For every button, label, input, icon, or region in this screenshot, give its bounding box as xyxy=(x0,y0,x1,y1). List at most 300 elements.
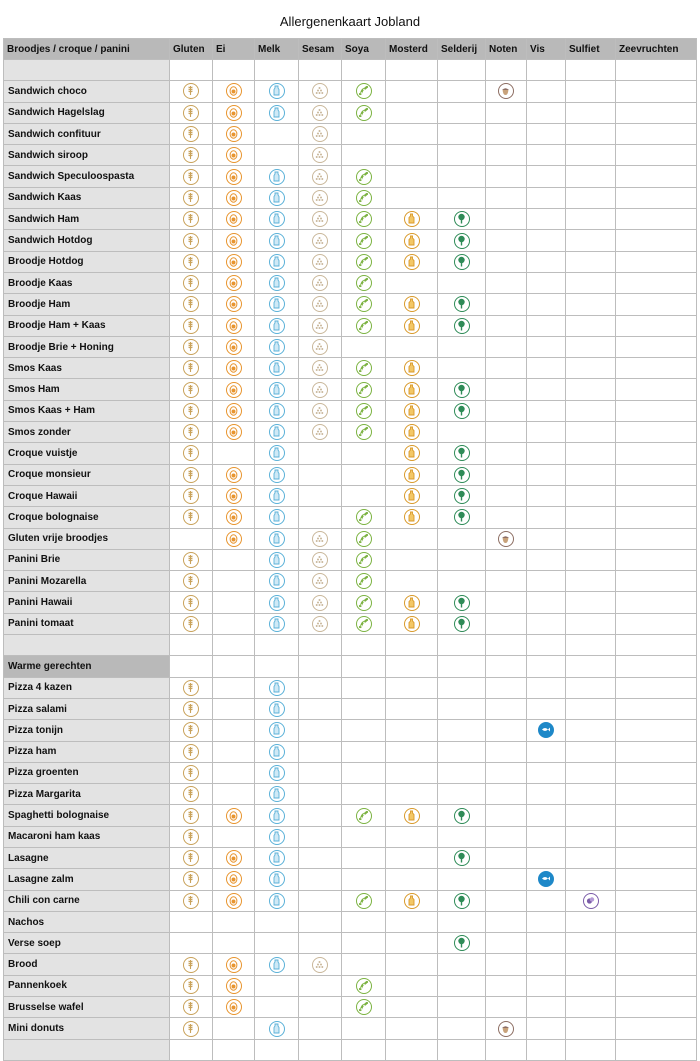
cell-ei xyxy=(213,720,255,741)
cell-mosterd xyxy=(386,123,438,144)
cell-sulfiet xyxy=(566,592,616,613)
cell-gluten xyxy=(170,123,213,144)
dish-name: Pizza ham xyxy=(4,741,170,762)
cell-melk xyxy=(255,933,299,954)
cell-mosterd xyxy=(386,954,438,975)
cell-gluten xyxy=(170,571,213,592)
cell-sulfiet xyxy=(566,336,616,357)
soy-bean-icon xyxy=(356,318,372,334)
cell-selderij xyxy=(438,166,486,187)
soy-bean-icon xyxy=(356,999,372,1015)
milk-bottle-icon xyxy=(269,595,285,611)
cell-gluten xyxy=(170,60,213,81)
milk-bottle-icon xyxy=(269,233,285,249)
milk-bottle-icon xyxy=(269,680,285,696)
cell-vis xyxy=(527,549,566,570)
cell-zeevruchten xyxy=(616,762,697,783)
cell-soya xyxy=(342,720,386,741)
cell-sulfiet xyxy=(566,187,616,208)
table-row xyxy=(4,336,697,357)
cell-noten xyxy=(486,336,527,357)
dish-name: Smos Kaas xyxy=(4,358,170,379)
wheat-icon xyxy=(183,509,199,525)
cell-gluten xyxy=(170,911,213,932)
mustard-icon xyxy=(404,893,420,909)
cell-mosterd xyxy=(386,230,438,251)
wheat-icon xyxy=(183,765,199,781)
milk-bottle-icon xyxy=(269,552,285,568)
cell-selderij xyxy=(438,1018,486,1039)
cell-noten xyxy=(486,187,527,208)
cell-mosterd xyxy=(386,422,438,443)
cell-mosterd xyxy=(386,145,438,166)
dish-name: Pizza Margarita xyxy=(4,784,170,805)
cell-selderij xyxy=(438,230,486,251)
dish-name: Smos Kaas + Ham xyxy=(4,400,170,421)
cell-melk xyxy=(255,187,299,208)
cell-melk xyxy=(255,869,299,890)
cell-zeevruchten xyxy=(616,890,697,911)
egg-icon xyxy=(226,83,242,99)
cell-melk xyxy=(255,336,299,357)
cell-soya xyxy=(342,379,386,400)
cell-melk xyxy=(255,635,299,656)
wheat-icon xyxy=(183,211,199,227)
cell-sesam xyxy=(299,60,342,81)
cell-ei xyxy=(213,677,255,698)
cell-sulfiet xyxy=(566,805,616,826)
cell-ei xyxy=(213,528,255,549)
cell-mosterd xyxy=(386,975,438,996)
celery-icon xyxy=(454,808,470,824)
column-header-selderij: Selderij xyxy=(438,39,486,60)
column-header-gluten: Gluten xyxy=(170,39,213,60)
egg-icon xyxy=(226,318,242,334)
cell-vis xyxy=(527,209,566,230)
cell-gluten xyxy=(170,528,213,549)
cell-selderij xyxy=(438,741,486,762)
cell-soya xyxy=(342,422,386,443)
cell-noten xyxy=(486,975,527,996)
cell-noten xyxy=(486,81,527,102)
cell-gluten xyxy=(170,358,213,379)
soy-bean-icon xyxy=(356,296,372,312)
cell-mosterd xyxy=(386,336,438,357)
cell-vis xyxy=(527,123,566,144)
cell-melk xyxy=(255,890,299,911)
celery-icon xyxy=(454,935,470,951)
dish-name: Panini tomaat xyxy=(4,613,170,634)
egg-icon xyxy=(226,360,242,376)
cell-selderij xyxy=(438,975,486,996)
milk-bottle-icon xyxy=(269,722,285,738)
blank-row xyxy=(4,60,697,81)
cell-mosterd xyxy=(386,485,438,506)
milk-bottle-icon xyxy=(269,254,285,270)
cell-soya xyxy=(342,145,386,166)
dish-name: Verse soep xyxy=(4,933,170,954)
wheat-icon xyxy=(183,1021,199,1037)
cell-selderij xyxy=(438,358,486,379)
cell-soya xyxy=(342,464,386,485)
cell-melk xyxy=(255,81,299,102)
cell-ei xyxy=(213,890,255,911)
cell-sulfiet xyxy=(566,507,616,528)
cell-mosterd xyxy=(386,528,438,549)
milk-bottle-icon xyxy=(269,808,285,824)
soy-bean-icon xyxy=(356,233,372,249)
cell-gluten xyxy=(170,166,213,187)
dish-name: Lasagne zalm xyxy=(4,869,170,890)
cell-noten xyxy=(486,230,527,251)
cell-sulfiet xyxy=(566,954,616,975)
column-header-sesam: Sesam xyxy=(299,39,342,60)
sesame-icon xyxy=(312,382,328,398)
table-row xyxy=(4,741,697,762)
egg-icon xyxy=(226,509,242,525)
cell-vis xyxy=(527,145,566,166)
cell-ei xyxy=(213,102,255,123)
dish-name: Sandwich siroop xyxy=(4,145,170,166)
celery-icon xyxy=(454,445,470,461)
milk-bottle-icon xyxy=(269,275,285,291)
cell-mosterd xyxy=(386,847,438,868)
table-row xyxy=(4,805,697,826)
cell-zeevruchten xyxy=(616,187,697,208)
cell-gluten xyxy=(170,847,213,868)
cell-sesam xyxy=(299,677,342,698)
wheat-icon xyxy=(183,169,199,185)
dish-name: Sandwich Ham xyxy=(4,209,170,230)
cell-noten xyxy=(486,933,527,954)
cell-vis xyxy=(527,507,566,528)
soy-bean-icon xyxy=(356,573,372,589)
cell-noten xyxy=(486,102,527,123)
cell-zeevruchten xyxy=(616,209,697,230)
cell-melk xyxy=(255,60,299,81)
cell-melk xyxy=(255,485,299,506)
celery-icon xyxy=(454,318,470,334)
cell-sesam xyxy=(299,911,342,932)
cell-zeevruchten xyxy=(616,613,697,634)
cell-soya xyxy=(342,1018,386,1039)
cell-mosterd xyxy=(386,741,438,762)
table-row xyxy=(4,954,697,975)
cell-soya xyxy=(342,890,386,911)
cell-selderij xyxy=(438,677,486,698)
cell-mosterd xyxy=(386,890,438,911)
mustard-icon xyxy=(404,233,420,249)
milk-bottle-icon xyxy=(269,701,285,717)
cell-vis xyxy=(527,677,566,698)
cell-melk xyxy=(255,656,299,677)
cell-melk xyxy=(255,549,299,570)
dish-name: Croque vuistje xyxy=(4,443,170,464)
cell-sesam xyxy=(299,336,342,357)
milk-bottle-icon xyxy=(269,169,285,185)
egg-icon xyxy=(226,147,242,163)
cell-selderij xyxy=(438,613,486,634)
cell-selderij xyxy=(438,400,486,421)
cell-gluten xyxy=(170,187,213,208)
cell-mosterd xyxy=(386,272,438,293)
cell-zeevruchten xyxy=(616,315,697,336)
cell-soya xyxy=(342,166,386,187)
dish-name: Nachos xyxy=(4,911,170,932)
mustard-icon xyxy=(404,424,420,440)
cell-ei xyxy=(213,251,255,272)
cell-mosterd xyxy=(386,997,438,1018)
cell-vis xyxy=(527,592,566,613)
cell-zeevruchten xyxy=(616,1018,697,1039)
cell-vis xyxy=(527,911,566,932)
celery-icon xyxy=(454,296,470,312)
cell-mosterd xyxy=(386,869,438,890)
wheat-icon xyxy=(183,978,199,994)
blank-cell xyxy=(4,60,170,81)
cell-selderij xyxy=(438,294,486,315)
cell-zeevruchten xyxy=(616,975,697,996)
cell-vis xyxy=(527,784,566,805)
cell-ei xyxy=(213,166,255,187)
wheat-icon xyxy=(183,850,199,866)
wheat-icon xyxy=(183,190,199,206)
cell-vis xyxy=(527,166,566,187)
cell-sesam xyxy=(299,656,342,677)
blank-cell xyxy=(4,1039,170,1060)
cell-sulfiet xyxy=(566,933,616,954)
cell-vis xyxy=(527,847,566,868)
sesame-icon xyxy=(312,339,328,355)
cell-sesam xyxy=(299,1039,342,1060)
cell-vis xyxy=(527,400,566,421)
cell-sesam xyxy=(299,528,342,549)
cell-noten xyxy=(486,443,527,464)
cell-noten xyxy=(486,145,527,166)
mustard-icon xyxy=(404,808,420,824)
cell-melk xyxy=(255,166,299,187)
cell-ei xyxy=(213,400,255,421)
cell-noten xyxy=(486,698,527,719)
cell-melk xyxy=(255,315,299,336)
table-row xyxy=(4,251,697,272)
cell-zeevruchten xyxy=(616,869,697,890)
cell-ei xyxy=(213,741,255,762)
cell-noten xyxy=(486,784,527,805)
section-row xyxy=(4,656,697,677)
cell-sulfiet xyxy=(566,571,616,592)
cell-melk xyxy=(255,571,299,592)
dish-name: Lasagne xyxy=(4,847,170,868)
cell-noten xyxy=(486,1018,527,1039)
milk-bottle-icon xyxy=(269,573,285,589)
cell-vis xyxy=(527,635,566,656)
cell-sesam xyxy=(299,251,342,272)
cell-gluten xyxy=(170,336,213,357)
cell-noten xyxy=(486,315,527,336)
cell-mosterd xyxy=(386,677,438,698)
cell-noten xyxy=(486,422,527,443)
cell-sulfiet xyxy=(566,422,616,443)
cell-selderij xyxy=(438,102,486,123)
cell-noten xyxy=(486,741,527,762)
cell-zeevruchten xyxy=(616,847,697,868)
cell-soya xyxy=(342,911,386,932)
cell-vis xyxy=(527,1039,566,1060)
cell-soya xyxy=(342,507,386,528)
cell-sulfiet xyxy=(566,1018,616,1039)
cell-melk xyxy=(255,720,299,741)
cell-sesam xyxy=(299,187,342,208)
wheat-icon xyxy=(183,83,199,99)
cell-soya xyxy=(342,762,386,783)
cell-zeevruchten xyxy=(616,911,697,932)
milk-bottle-icon xyxy=(269,445,285,461)
cell-sulfiet xyxy=(566,869,616,890)
cell-vis xyxy=(527,571,566,592)
cell-gluten xyxy=(170,145,213,166)
milk-bottle-icon xyxy=(269,296,285,312)
cell-melk xyxy=(255,294,299,315)
cell-soya xyxy=(342,209,386,230)
soy-bean-icon xyxy=(356,808,372,824)
cell-sulfiet xyxy=(566,272,616,293)
cell-zeevruchten xyxy=(616,230,697,251)
cell-sulfiet xyxy=(566,102,616,123)
cell-sesam xyxy=(299,741,342,762)
cell-mosterd xyxy=(386,635,438,656)
cell-zeevruchten xyxy=(616,422,697,443)
cell-melk xyxy=(255,698,299,719)
sesame-icon xyxy=(312,595,328,611)
table-row xyxy=(4,720,697,741)
cell-gluten xyxy=(170,997,213,1018)
column-header-soya: Soya xyxy=(342,39,386,60)
dish-name: Broodje Hotdog xyxy=(4,251,170,272)
cell-vis xyxy=(527,315,566,336)
cell-sesam xyxy=(299,890,342,911)
egg-icon xyxy=(226,211,242,227)
cell-vis xyxy=(527,443,566,464)
cell-sulfiet xyxy=(566,251,616,272)
cell-vis xyxy=(527,975,566,996)
dish-name: Sandwich Kaas xyxy=(4,187,170,208)
cell-noten xyxy=(486,592,527,613)
wheat-icon xyxy=(183,105,199,121)
cell-ei xyxy=(213,60,255,81)
cell-ei xyxy=(213,443,255,464)
cell-noten xyxy=(486,890,527,911)
soy-bean-icon xyxy=(356,403,372,419)
cell-zeevruchten xyxy=(616,528,697,549)
table-row xyxy=(4,209,697,230)
dish-name: Pannenkoek xyxy=(4,975,170,996)
cell-sulfiet xyxy=(566,485,616,506)
cell-melk xyxy=(255,1039,299,1060)
cell-selderij xyxy=(438,209,486,230)
cell-mosterd xyxy=(386,187,438,208)
cell-noten xyxy=(486,251,527,272)
cell-ei xyxy=(213,847,255,868)
cell-vis xyxy=(527,613,566,634)
table-row xyxy=(4,443,697,464)
wheat-icon xyxy=(183,403,199,419)
dish-name: Broodje Ham + Kaas xyxy=(4,315,170,336)
cell-vis xyxy=(527,379,566,400)
dish-name: Spaghetti bolognaise xyxy=(4,805,170,826)
cell-sulfiet xyxy=(566,847,616,868)
milk-bottle-icon xyxy=(269,467,285,483)
cell-selderij xyxy=(438,720,486,741)
milk-bottle-icon xyxy=(269,403,285,419)
cell-sulfiet xyxy=(566,613,616,634)
cell-sesam xyxy=(299,975,342,996)
dish-name: Panini Mozarella xyxy=(4,571,170,592)
cell-selderij xyxy=(438,60,486,81)
wheat-icon xyxy=(183,488,199,504)
egg-icon xyxy=(226,871,242,887)
cell-melk xyxy=(255,911,299,932)
dish-name: Croque Hawaii xyxy=(4,485,170,506)
table-row xyxy=(4,272,697,293)
cell-ei xyxy=(213,230,255,251)
celery-icon xyxy=(454,893,470,909)
cell-sulfiet xyxy=(566,358,616,379)
cell-zeevruchten xyxy=(616,358,697,379)
cell-noten xyxy=(486,635,527,656)
egg-icon xyxy=(226,190,242,206)
cell-soya xyxy=(342,358,386,379)
egg-icon xyxy=(226,531,242,547)
cell-sesam xyxy=(299,571,342,592)
table-row xyxy=(4,464,697,485)
table-row xyxy=(4,592,697,613)
nut-icon xyxy=(498,1021,514,1037)
cell-zeevruchten xyxy=(616,400,697,421)
table-row xyxy=(4,911,697,932)
egg-icon xyxy=(226,424,242,440)
cell-melk xyxy=(255,592,299,613)
dish-name: Sandwich choco xyxy=(4,81,170,102)
column-header-ei: Ei xyxy=(213,39,255,60)
milk-bottle-icon xyxy=(269,850,285,866)
dish-name: Chili con carne xyxy=(4,890,170,911)
mustard-icon xyxy=(404,467,420,483)
column-header-melk: Melk xyxy=(255,39,299,60)
cell-noten xyxy=(486,869,527,890)
milk-bottle-icon xyxy=(269,744,285,760)
cell-soya xyxy=(342,847,386,868)
cell-zeevruchten xyxy=(616,336,697,357)
wheat-icon xyxy=(183,808,199,824)
cell-vis xyxy=(527,933,566,954)
cell-noten xyxy=(486,358,527,379)
cell-sulfiet xyxy=(566,1039,616,1060)
soy-bean-icon xyxy=(356,211,372,227)
cell-gluten xyxy=(170,741,213,762)
soy-bean-icon xyxy=(356,978,372,994)
milk-bottle-icon xyxy=(269,616,285,632)
cell-gluten xyxy=(170,762,213,783)
cell-noten xyxy=(486,1039,527,1060)
cell-selderij xyxy=(438,933,486,954)
table-row xyxy=(4,294,697,315)
cell-selderij xyxy=(438,123,486,144)
cell-sesam xyxy=(299,805,342,826)
cell-vis xyxy=(527,805,566,826)
celery-icon xyxy=(454,233,470,249)
cell-mosterd xyxy=(386,507,438,528)
